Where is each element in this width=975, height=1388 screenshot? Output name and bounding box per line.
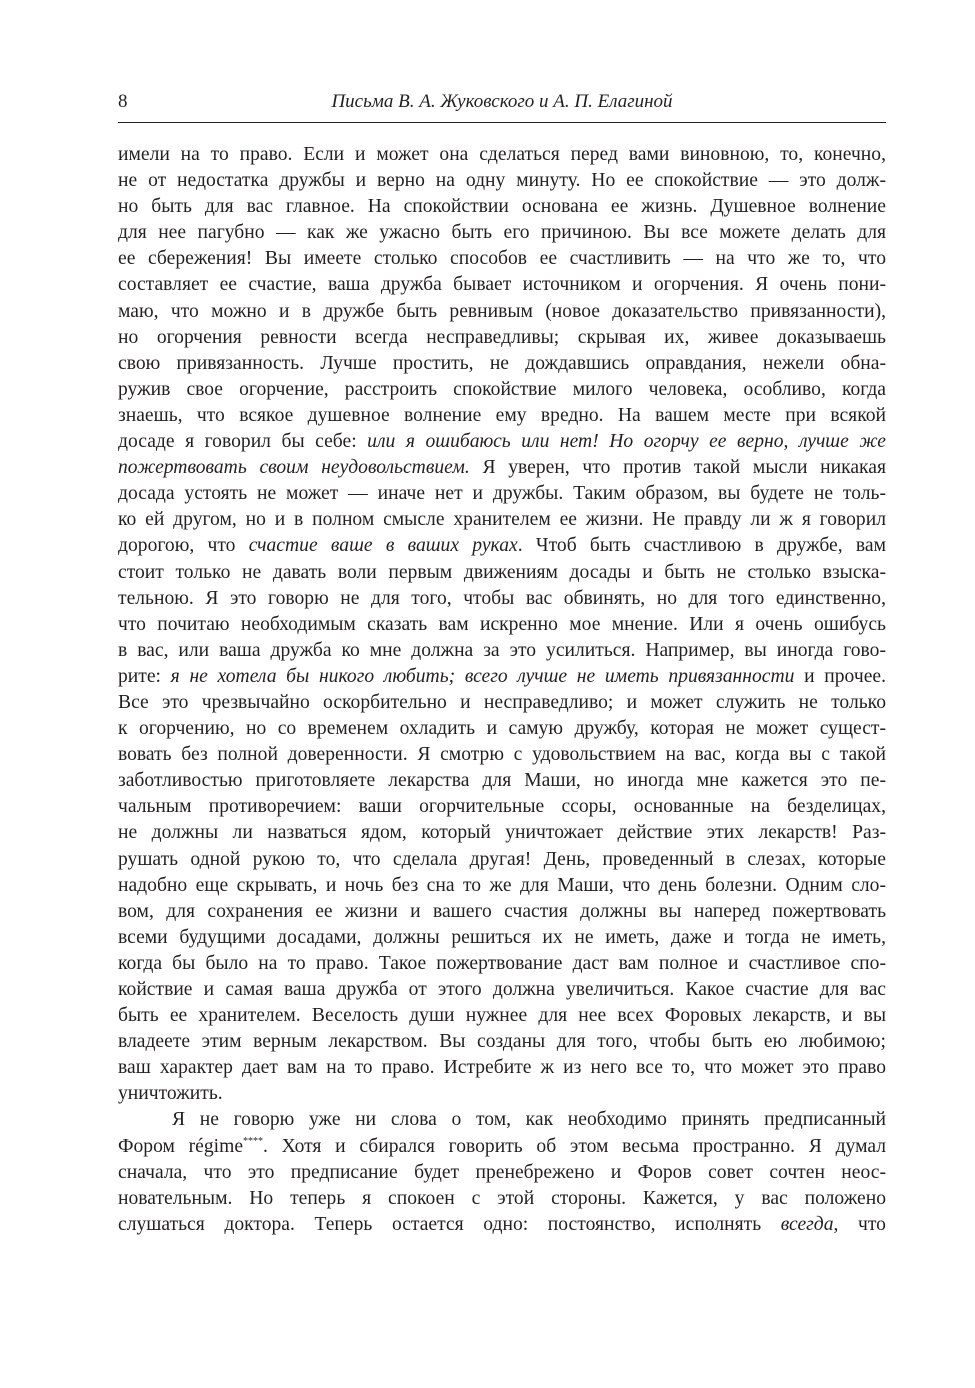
italic-quote: пожертвовать своим неудовольствием. <box>118 457 470 479</box>
text-line: быть ее хранителем. Веселость души нужнее для нее всех Форовых лекарств, и вы <box>118 1005 886 1027</box>
text-line: чальным противоречием: ваши огорчительные ссоры, основанные на безделицах, <box>118 796 886 818</box>
text-line: к огорчению, но со временем охладить и самую дружбу, которая не может сущест- <box>118 718 886 740</box>
text-line: в вас, или ваша дружба ко мне должна за это усилиться. Например, вы иногда гово- <box>118 639 886 661</box>
text-line: знаешь, что всякое душевное волнение ему вредно. На вашем месте при всякой <box>118 404 886 426</box>
running-title: Письма В. А. Жуковского и А. П. Елагиной <box>331 91 673 112</box>
text-line: всеми будущими досадами, должны решиться их не иметь, даже и тогда не иметь, <box>118 926 886 948</box>
text-line: когда бы было на то право. Такое пожертвование даст вам полное и счастливое спо- <box>118 952 886 974</box>
text-line: но быть для вас главное. На спокойствии основана ее жизнь. Душевное волнение <box>118 196 886 218</box>
text-line: пожертвовать своим неудовольствием. Я уверен, что против такой мысли никакая <box>118 457 886 479</box>
text-line: ее сбережения! Вы имеете столько способов ее счастливить — на что же то, что <box>118 248 886 270</box>
text-line: владеете этим верным лекарством. Вы созданы для того, чтобы быть ею любимою; <box>118 1031 886 1053</box>
text-line: уничтожить. <box>118 1083 223 1105</box>
text-line: вовать без полной доверенности. Я смотрю с удовольствием на вас, когда вы с такой <box>118 744 886 766</box>
text-line: стоит только не давать воли первым движениям досады и быть не столько взыска- <box>118 561 886 583</box>
running-head <box>118 86 886 123</box>
text-line: не от недостатка дружбы и верно на одну минуту. Но ее спокойствие — это долж- <box>118 170 886 192</box>
page-number: 8 <box>118 91 128 112</box>
text-line: составляет ее счастие, ваша дружба бывает источником и огорчения. Я очень пони- <box>118 274 886 296</box>
text-line: имели на то право. Если и может она сделаться перед вами виновною, то, конечно, <box>118 144 886 165</box>
text-line: Я не говорю уже ни слова о том, как необходимо принять предписанный <box>172 1109 886 1131</box>
text-line: не должны ли назваться ядом, который уничтожает действие этих лекарств! Раз- <box>118 822 886 844</box>
text-line: надобно еще скрывать, и ночь без сна то же для Маши, что день болезни. Одним сло- <box>118 874 886 896</box>
text-line: свою привязанность. Лучше простить, не дождавшись оправдания, нежели обна- <box>118 352 886 374</box>
text-line: ко ей другом, но и в полном смысле хранителем ее жизни. Не правду ли ж я говорил <box>118 509 886 531</box>
text-line: рите: я не хотела бы никого любить; всего лучше не иметь привязанности и прочее. <box>118 665 886 687</box>
text-line: заботливостью приготовляете лекарства для Маши, но иногда мне кажется это пе- <box>118 770 886 792</box>
italic-quote: я не хотела бы никого любить; всего лучше не иметь привязанности <box>170 665 795 687</box>
text-line: новательным. Но теперь я спокоен с этой стороны. Кажется, у вас положено <box>118 1187 886 1209</box>
text-line: вом, для сохранения ее жизни и вашего счастия должны вы наперед пожертвовать <box>118 900 886 922</box>
text-line: что почитаю необходимым сказать вам искренно мое мнение. Или я очень ошибусь <box>118 613 886 635</box>
text-line: досада устоять не может — иначе нет и дружбы. Таким образом, вы будете не толь- <box>118 483 886 505</box>
text-line: слушаться доктора. Теперь остается одно: постоянство, исполнять всегда, что <box>118 1213 886 1235</box>
text-line: для нее пагубно — как же ужасно быть его причиною. Вы все можете делать для <box>118 222 886 244</box>
text-line: дорогою, что счастие ваше в ваших руках. Чтоб быть счастливою в дружбе, вам <box>118 535 886 557</box>
text-line: тельною. Я это говорю не для того, чтобы вас обвинять, но для того единственно, <box>118 587 886 609</box>
text-line: ваш характер дает вам на то право. Истребите ж из него все то, что может это право <box>118 1057 886 1079</box>
text-line: маю, что можно и в дружбе быть ревнивым (новое доказательство привязанности), <box>118 300 886 322</box>
italic-word: всегда <box>780 1213 834 1235</box>
italic-quote: счастие ваше в ваших руках <box>248 535 518 557</box>
text-line: ружив свое огорчение, расстроить спокойствие милого человека, особливо, когда <box>118 378 886 400</box>
text-line: досаде я говорил бы себе: или я ошибаюсь или нет! Но огорчу ее верно, лучше же <box>118 431 886 453</box>
text-line: но огорчения ревности всегда несправедливы; скрывая их, живее доказываешь <box>118 326 886 348</box>
footnote-marker: **** <box>243 1135 264 1147</box>
text-line: рушать одной рукою то, что сделала другая! День, проведенный в слезах, которые <box>118 848 886 870</box>
text-line: Фором régime****. Хотя и сбирался говорить об этом весьма пространно. Я думал <box>118 1135 886 1157</box>
text-line: Все это чрезвычайно оскорбительно и несправедливо; и может служить не только <box>118 691 886 713</box>
italic-quote: или я ошибаюсь или нет! Но огорчу ее верно, лучше же <box>367 431 886 453</box>
text-line: сначала, что это предписание будет пренебрежено и Форов совет сочтен неос- <box>118 1161 886 1183</box>
body-text <box>118 142 886 1238</box>
text-line: койствие и самая ваша дружба от этого должна увеличиться. Какое счастие для вас <box>118 979 886 1000</box>
